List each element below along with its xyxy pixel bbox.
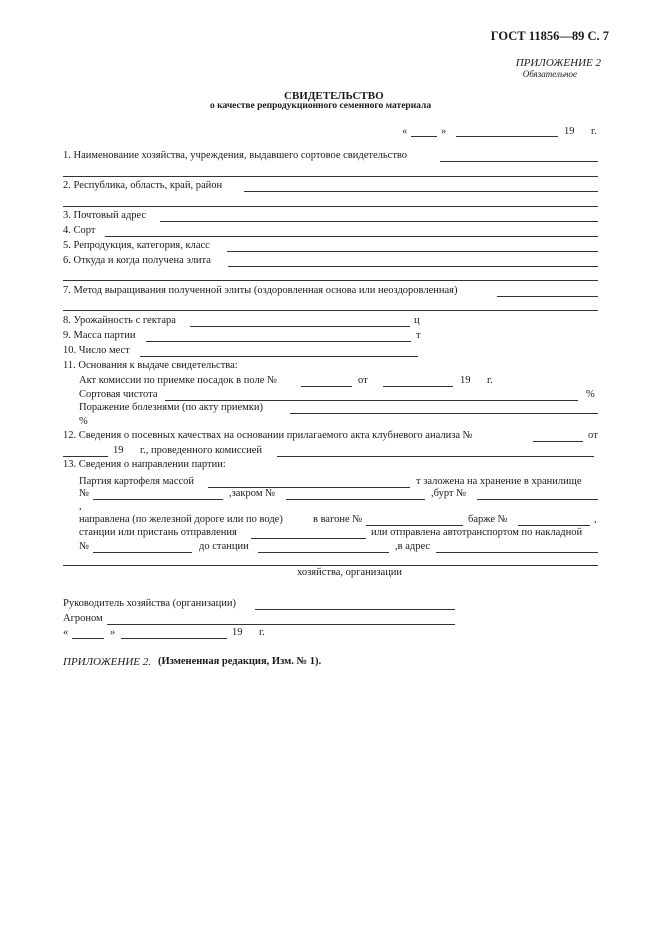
doc-title: СВИДЕТЕЛЬСТВО bbox=[284, 90, 384, 102]
item-13-auto: или отправлена автотранспортом по накладной bbox=[371, 527, 583, 538]
item-13-addr-field[interactable] bbox=[436, 552, 598, 553]
item-11-purity-field[interactable] bbox=[165, 400, 578, 401]
item-10-label: 10. Число мест bbox=[63, 345, 130, 356]
item-2-field[interactable] bbox=[244, 191, 598, 192]
item-13-wagon: в вагоне № bbox=[313, 514, 363, 525]
item-11-disease-pct: % bbox=[79, 416, 88, 427]
item-1-field[interactable] bbox=[440, 161, 598, 162]
item-7-label: 7. Метод выращивания полученной элиты (оздоровленная основа или неоздоровленная) bbox=[63, 285, 458, 296]
item-11-purity-label: Сортовая чистота bbox=[79, 389, 158, 400]
sign-date-suffix: г. bbox=[259, 627, 265, 638]
date-suffix: г. bbox=[591, 126, 597, 137]
item-12-label: 12. Сведения о посевных качествах на основании прилагаемого акта клубневого анализа № bbox=[63, 430, 473, 441]
date-year: 19 bbox=[564, 126, 575, 137]
item-2-field-cont[interactable] bbox=[63, 206, 598, 207]
item-9-label: 9. Масса партии bbox=[63, 330, 136, 341]
appendix-label: ПРИЛОЖЕНИЕ 2 bbox=[515, 57, 601, 69]
item-13-mass-label: Партия картофеля массой bbox=[79, 476, 195, 487]
sign-agronom-label: Агроном bbox=[63, 613, 103, 624]
item-6-label: 6. Откуда и когда получена элита bbox=[63, 255, 211, 266]
item-11-label: 11. Основания к выдаче свидетельства: bbox=[63, 360, 238, 371]
item-7-field-cont[interactable] bbox=[63, 310, 598, 311]
item-1-field-cont[interactable] bbox=[63, 176, 598, 177]
footer-label: ПРИЛОЖЕНИЕ 2. bbox=[63, 656, 151, 668]
item-6-field[interactable] bbox=[228, 266, 598, 267]
item-13-addr-field-cont[interactable] bbox=[63, 565, 598, 566]
item-12-rest: г., проведенного комиссией bbox=[140, 445, 263, 456]
item-5-label: 5. Репродукция, категория, класс bbox=[63, 240, 210, 251]
item-13-addr: ,в адрес bbox=[395, 541, 431, 552]
item-13-to: до станции bbox=[199, 541, 249, 552]
item-1-label: 1. Наименование хозяйства, учреждения, выдавшего сортовое свидетельство bbox=[63, 150, 408, 161]
item-11-g: г. bbox=[487, 375, 493, 386]
item-11-act-no-field[interactable] bbox=[301, 386, 352, 387]
item-3-label: 3. Почтовый адрес bbox=[63, 210, 147, 221]
item-13-to-station-field[interactable] bbox=[258, 552, 389, 553]
item-8-unit: ц bbox=[414, 315, 420, 326]
item-12-commission-field[interactable] bbox=[277, 456, 594, 457]
item-3-field[interactable] bbox=[160, 221, 598, 222]
date-month-field[interactable] bbox=[456, 136, 558, 137]
item-12-ot: от bbox=[588, 430, 598, 441]
item-13-barge-field[interactable] bbox=[518, 525, 590, 526]
item-13-burt: ,бурт № bbox=[431, 488, 467, 499]
sign-head-field[interactable] bbox=[255, 609, 455, 610]
item-13-zakrom-field[interactable] bbox=[286, 499, 425, 500]
item-7-field[interactable] bbox=[497, 296, 598, 297]
item-9-field[interactable] bbox=[146, 341, 411, 342]
item-4-field[interactable] bbox=[105, 236, 598, 237]
date-open-quote: « bbox=[402, 126, 408, 137]
item-13-caption: хозяйства, организации bbox=[297, 567, 403, 578]
sign-date-year: 19 bbox=[232, 627, 243, 638]
item-12-no-field[interactable] bbox=[533, 441, 583, 442]
item-13-burt-field[interactable] bbox=[477, 499, 598, 500]
item-13-sent: направлена (по железной дороге или по воде) bbox=[79, 514, 283, 525]
date-close-quote: » bbox=[441, 126, 447, 137]
sign-agronom-field[interactable] bbox=[107, 624, 455, 625]
item-13-label: 13. Сведения о направлении партии: bbox=[63, 459, 226, 470]
item-13-comma2: , bbox=[594, 514, 597, 525]
doc-subtitle: о качестве репродукционного семенного материала bbox=[210, 101, 432, 111]
item-13-waybill-field[interactable] bbox=[93, 552, 192, 553]
sign-date-close-quote: » bbox=[110, 627, 116, 638]
item-9-unit: т bbox=[416, 330, 421, 341]
item-13-no: № bbox=[79, 488, 90, 499]
item-11-disease-label: Поражение болезнями (по акту приемки) bbox=[79, 402, 263, 413]
item-10-field[interactable] bbox=[140, 356, 418, 357]
item-13-station: станции или пристань отправления bbox=[79, 527, 237, 538]
gost-header: ГОСТ 11856—89 С. 7 bbox=[490, 29, 609, 43]
sign-head-label: Руководитель хозяйства (организации) bbox=[63, 598, 237, 609]
item-13-storage: т заложена на хранение в хранилище bbox=[416, 476, 582, 487]
sign-date-day-field[interactable] bbox=[72, 638, 104, 639]
item-11-disease-field[interactable] bbox=[290, 413, 598, 414]
date-day-field[interactable] bbox=[411, 136, 437, 137]
item-8-label: 8. Урожайность с гектара bbox=[63, 315, 176, 326]
item-13-comma: , bbox=[79, 501, 82, 512]
item-5-field[interactable] bbox=[227, 251, 598, 252]
sign-date-month-field[interactable] bbox=[121, 638, 227, 639]
item-12-year: 19 bbox=[113, 445, 124, 456]
item-12-date-field[interactable] bbox=[63, 456, 108, 457]
item-11-purity-pct: % bbox=[586, 389, 595, 400]
item-6-field-cont[interactable] bbox=[63, 280, 598, 281]
item-2-label: 2. Республика, область, край, район bbox=[63, 180, 223, 191]
item-13-barge: барже № bbox=[468, 514, 508, 525]
item-11-act-label: Акт комиссии по приемке посадок в поле № bbox=[79, 375, 277, 386]
item-11-from: от bbox=[358, 375, 368, 386]
footer-text: (Измененная редакция, Изм. № 1). bbox=[158, 656, 322, 667]
item-13-wagon-field[interactable] bbox=[366, 525, 463, 526]
item-8-field[interactable] bbox=[190, 326, 410, 327]
item-4-label: 4. Сорт bbox=[63, 225, 96, 236]
item-13-no2: № bbox=[79, 541, 90, 552]
sign-date-open-quote: « bbox=[63, 627, 69, 638]
appendix-status: Обязательное bbox=[522, 69, 577, 79]
item-13-station-field[interactable] bbox=[251, 538, 366, 539]
item-11-year: 19 bbox=[460, 375, 471, 386]
item-11-act-date-field[interactable] bbox=[383, 386, 453, 387]
item-13-zakrom: ,закром № bbox=[229, 488, 276, 499]
item-13-storage-no-field[interactable] bbox=[93, 499, 223, 500]
